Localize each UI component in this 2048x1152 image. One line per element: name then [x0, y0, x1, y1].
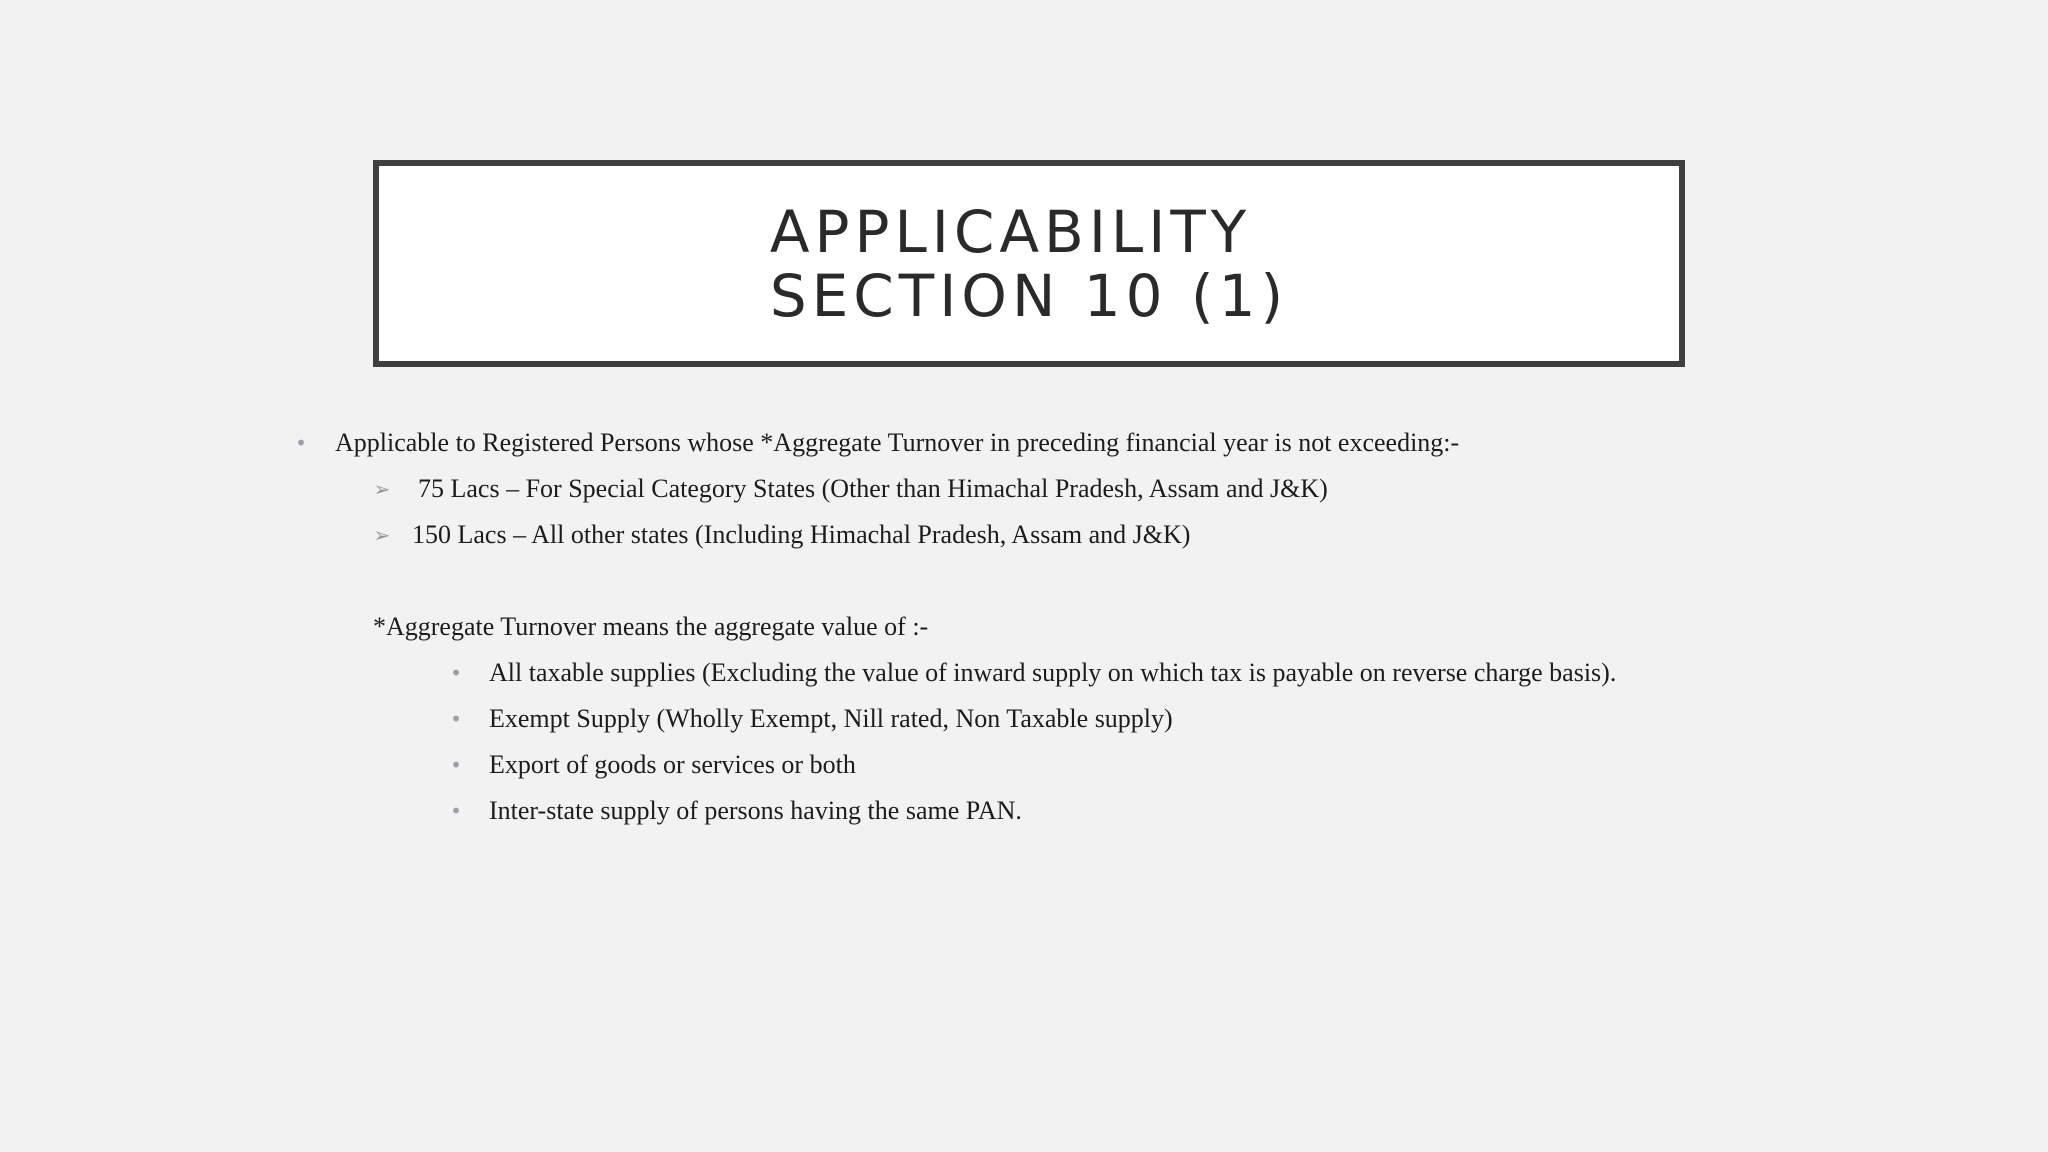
sub-point-text: 75 Lacs – For Special Category States (Other than Himachal Pradesh, Assam and J&K): [418, 474, 1328, 503]
bullet-dot-icon: •: [450, 707, 462, 731]
sub-point-item: [370, 515, 1190, 555]
bullet-dot-icon: •: [450, 799, 462, 823]
definition-item-text: All taxable supplies (Excluding the value of inward supply on which tax is payable on reverse charge basis).: [489, 658, 1617, 687]
definition-item: [446, 653, 1616, 693]
main-bullet-text: Applicable to Registered Persons whose *Aggregate Turnover in preceding financial year is not exceeding:-: [335, 428, 1460, 457]
title-line-1: APPLICABILITY: [769, 197, 1252, 266]
title-box: [373, 160, 1685, 367]
bullet-dot-icon: •: [295, 431, 307, 455]
arrow-bullet-icon: ➢: [373, 523, 391, 547]
sub-point-text: 150 Lacs – All other states (Including Himachal Pradesh, Assam and J&K): [412, 520, 1191, 549]
definition-item-text: Exempt Supply (Wholly Exempt, Nill rated, Non Taxable supply): [489, 704, 1173, 733]
definition-item: [446, 745, 856, 785]
title-line-2: SECTION 10 (1): [769, 261, 1289, 330]
definition-heading-text: *Aggregate Turnover means the aggregate value of :-: [373, 612, 929, 641]
definition-item-text: Inter-state supply of persons having the same PAN.: [489, 796, 1022, 825]
definition-heading: [373, 607, 928, 647]
definition-item: [446, 699, 1173, 739]
bullet-dot-icon: •: [450, 661, 462, 685]
definition-item-text: Export of goods or services or both: [489, 750, 856, 779]
bullet-dot-icon: •: [450, 753, 462, 777]
slide-title: [769, 197, 1289, 330]
arrow-bullet-icon: ➢: [373, 477, 391, 501]
sub-point-item: [370, 469, 1328, 509]
definition-item: [446, 791, 1022, 831]
main-bullet: [291, 423, 1459, 463]
